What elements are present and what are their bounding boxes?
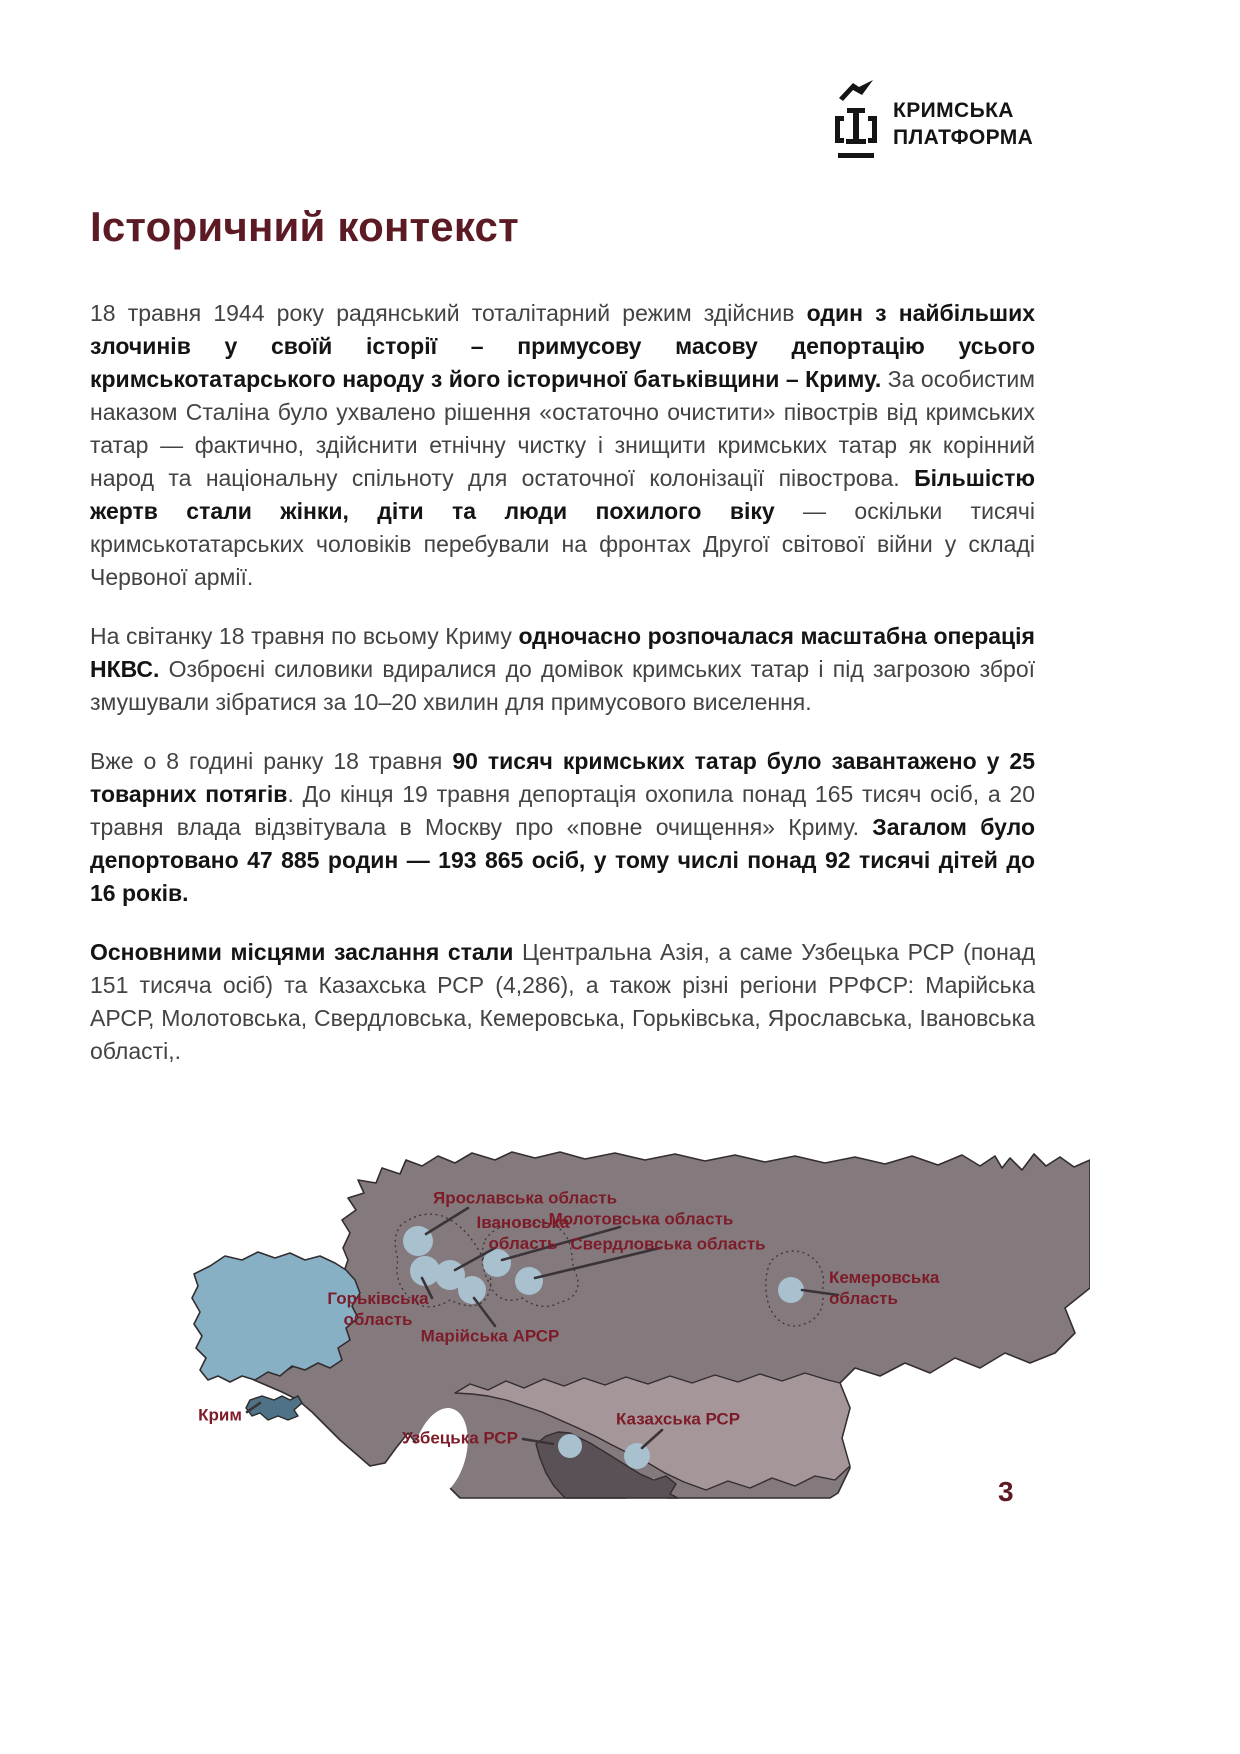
logo-line2: ПЛАТФОРМА xyxy=(893,126,1034,149)
marker-sverdlovsk xyxy=(515,1267,543,1295)
map-label-sverdlovsk: Свердловська область xyxy=(570,1234,766,1254)
page-title: Історичний контекст xyxy=(90,203,519,250)
map-label-uzbek: Узбецька РСР xyxy=(402,1428,518,1448)
crimean-platform-logo xyxy=(833,78,1033,170)
map-label-krym: Крим xyxy=(198,1405,242,1425)
paragraph-1: 18 травня 1944 року радянський тоталітарний режим здійснив один з найбільших злочинів у своїй історії – примусову масову депортацію усього кримськотатарського народу з його історичної батьківщини – Криму. За особистим наказом Сталіна було ухвалено рішення «остаточно очистити» півострів від кримських татар — фактично, здійснити етнічну чистку і знищити кримських татар як корінний народ та національну спільноту для остаточної колонізації півострова. Більшістю жертв стали жінки, діти та люди похилого віку — оскільки тисячі кримськотатарських чоловіків перебували на фронтах Другої світової війни у складі Червоної армії. xyxy=(90,300,1035,590)
logo-line1: КРИМСЬКА xyxy=(893,99,1014,122)
map-label-kemerovo: Кемеровська область xyxy=(829,1267,940,1308)
map-graphic xyxy=(150,1148,1090,1500)
map-label-mari: Марійська АРСР xyxy=(420,1326,560,1346)
paragraph-2: На світанку 18 травня по всьому Криму одночасно розпочалася масштабна операція НКВС. Озброєні силовики вдиралися до домівок кримських татар і під загрозою зброї змушували зібратися за 10–20 хвилин для примусового виселення. xyxy=(90,623,1035,715)
marker-mari xyxy=(458,1276,486,1304)
map-label-yaroslavl: Ярославська область xyxy=(432,1188,618,1208)
marker-kazakh xyxy=(624,1443,650,1469)
map-label-ivanovo: Івановська область xyxy=(476,1212,570,1253)
crimean-platform-logo-icon xyxy=(833,78,879,170)
paragraph-3: Вже о 8 годині ранку 18 травня 90 тисяч кримських татар було завантажено у 25 товарних потягів. До кінця 19 травня депортація охопила понад 165 тисяч осіб, а 20 травня влада відзвітувала в Москву про «повне очищення» Криму. Загалом було депортовано 47 885 родин — 193 865 осіб, у тому числі понад 92 тисячі дітей до 16 років. xyxy=(90,748,1035,906)
map-label-kazakh: Казахська РСР xyxy=(615,1409,741,1429)
logo-wordmark xyxy=(893,97,1033,151)
map-label-gorky: Горьківська область xyxy=(327,1288,429,1329)
map-label-molotov: Молотовська область xyxy=(548,1209,734,1229)
marker-kemerovo xyxy=(778,1277,804,1303)
article-body xyxy=(90,203,1035,1094)
marker-yaroslavl xyxy=(403,1226,433,1256)
deportation-map xyxy=(150,1148,1090,1500)
paragraph-4: Основними місцями заслання стали Центральна Азія, а саме Узбецька РСР (понад 151 тисяча осіб) та Казахська РСР (4,286), а також різні регіони РРФСР: Марійська АРСР, Молотовська, Свердловська, Кемеровська, Горьківська, Ярославська, Івановська області,. xyxy=(90,939,1035,1064)
page-number: 3 xyxy=(998,1476,1014,1507)
marker-uzbek xyxy=(558,1434,582,1458)
